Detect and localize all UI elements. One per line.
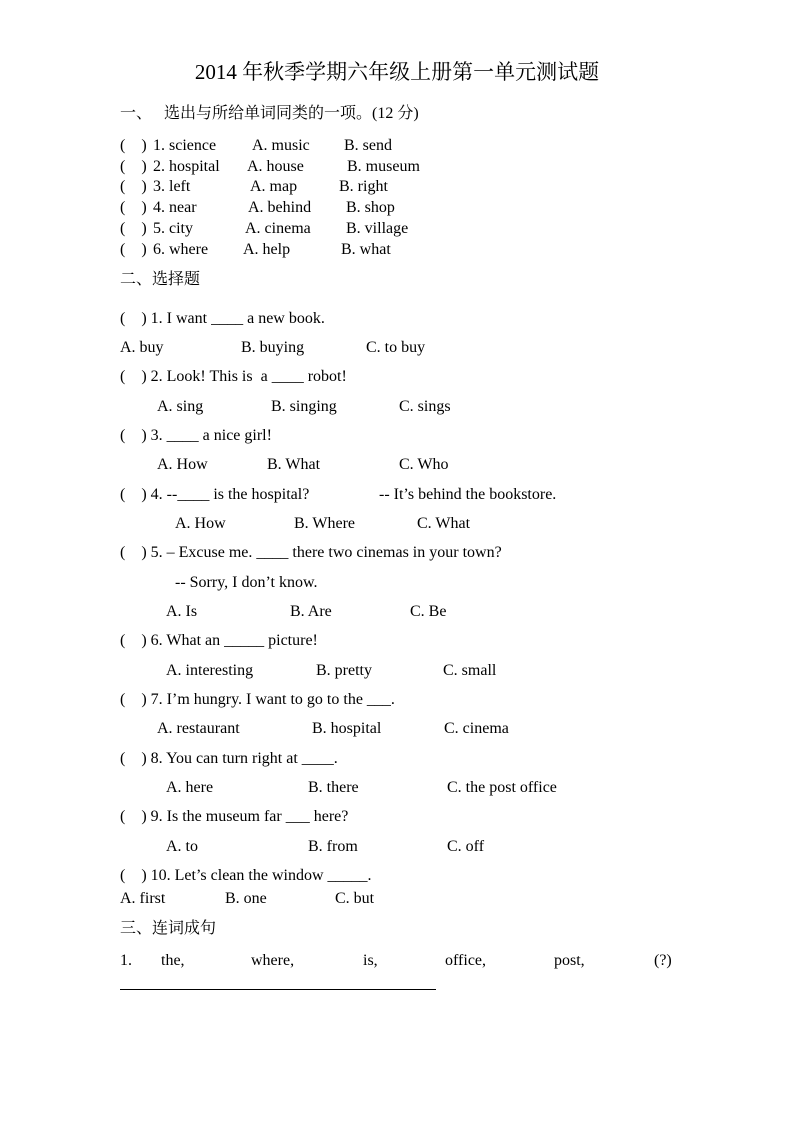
option-c: C. Who (399, 456, 449, 473)
option-b: B. right (339, 178, 388, 195)
question-word: 6. where (153, 241, 209, 258)
section1-heading: 一、 选出与所给单词同类的一项。(12 分) (120, 105, 419, 122)
question-text: ( ) 2. Look! This is a ____ robot! (120, 368, 347, 385)
question-word: 3. left (153, 178, 191, 195)
option-a: A. How (175, 515, 226, 532)
question-word: 1. science (153, 137, 217, 154)
answer-blank[interactable]: ( ) (120, 220, 147, 237)
question-word: 2. hospital (153, 158, 220, 175)
question-number: 1. (120, 952, 132, 969)
option-c: C. sings (399, 398, 451, 415)
option-b: B. What (267, 456, 321, 473)
question-text: ( ) 5. – Excuse me. ____ there two cinemas in your town? (120, 544, 502, 561)
option-b: B. from (308, 838, 358, 855)
answer-blank[interactable]: ( ) (120, 178, 147, 195)
option-a: A. restaurant (157, 720, 240, 737)
option-b: B. singing (271, 398, 337, 415)
option-a: A. buy (120, 339, 164, 356)
option-c: C. the post office (447, 779, 557, 796)
option-c: C. cinema (444, 720, 509, 737)
option-c: C. but (335, 890, 375, 907)
option-b: B. one (225, 890, 267, 907)
question-text: ( ) 6. What an _____ picture! (120, 632, 318, 649)
option-b: B. Are (290, 603, 332, 620)
option-b: B. buying (241, 339, 305, 356)
option-b: B. what (341, 241, 391, 258)
scrambled-word: post, (554, 952, 585, 969)
option-a: A. sing (157, 398, 204, 415)
option-c: C. off (447, 838, 485, 855)
question-text: ( ) 9. Is the museum far ___ here? (120, 808, 349, 825)
answer-blank[interactable]: ( ) (120, 137, 147, 154)
scrambled-word: where, (251, 952, 295, 969)
option-b: B. Where (294, 515, 356, 532)
question-text: ( ) 4. --____ is the hospital? (120, 486, 310, 503)
question-text: ( ) 10. Let’s clean the window _____. (120, 867, 372, 884)
section2-heading: 二、选择题 (120, 271, 201, 288)
option-a: A. house (247, 158, 304, 175)
question-text: ( ) 3. ____ a nice girl! (120, 427, 272, 444)
option-a: A. Is (166, 603, 198, 620)
option-b: B. museum (347, 158, 420, 175)
option-b: B. shop (346, 199, 395, 216)
option-c: C. to buy (366, 339, 426, 356)
option-b: B. village (346, 220, 409, 237)
option-c: C. What (417, 515, 471, 532)
option-a: A. cinema (245, 220, 311, 237)
option-c: C. Be (410, 603, 447, 620)
scrambled-word: (?) (654, 952, 672, 969)
answer-blank[interactable]: ( ) (120, 158, 147, 175)
question-reply: -- Sorry, I don’t know. (175, 574, 318, 591)
question-text: ( ) 1. I want ____ a new book. (120, 310, 325, 327)
option-b: B. there (308, 779, 359, 796)
option-a: A. help (243, 241, 291, 258)
option-a: A. How (157, 456, 208, 473)
question-word: 4. near (153, 199, 197, 216)
scrambled-word: office, (445, 952, 487, 969)
question-word: 5. city (153, 220, 193, 237)
question-text: ( ) 8. You can turn right at ____. (120, 750, 338, 767)
question-text: ( ) 7. I’m hungry. I want to go to the ___. (120, 691, 395, 708)
option-a: A. interesting (166, 662, 254, 679)
option-a: A. behind (248, 199, 312, 216)
option-a: A. here (166, 779, 214, 796)
option-b: B. pretty (316, 662, 372, 679)
option-a: A. music (252, 137, 310, 154)
answer-line[interactable] (120, 989, 436, 990)
option-a: A. to (166, 838, 198, 855)
option-a: A. first (120, 890, 166, 907)
option-a: A. map (250, 178, 298, 195)
section3-heading: 三、连词成句 (120, 920, 217, 937)
option-b: B. hospital (312, 720, 382, 737)
question-reply: -- It’s behind the bookstore. (379, 486, 557, 503)
page-title: 2014 年秋季学期六年级上册第一单元测试题 (194, 60, 600, 84)
option-b: B. send (344, 137, 392, 154)
scrambled-word: the, (161, 952, 185, 969)
scrambled-word: is, (363, 952, 378, 969)
option-c: C. small (443, 662, 497, 679)
answer-blank[interactable]: ( ) (120, 199, 147, 216)
answer-blank[interactable]: ( ) (120, 241, 147, 258)
